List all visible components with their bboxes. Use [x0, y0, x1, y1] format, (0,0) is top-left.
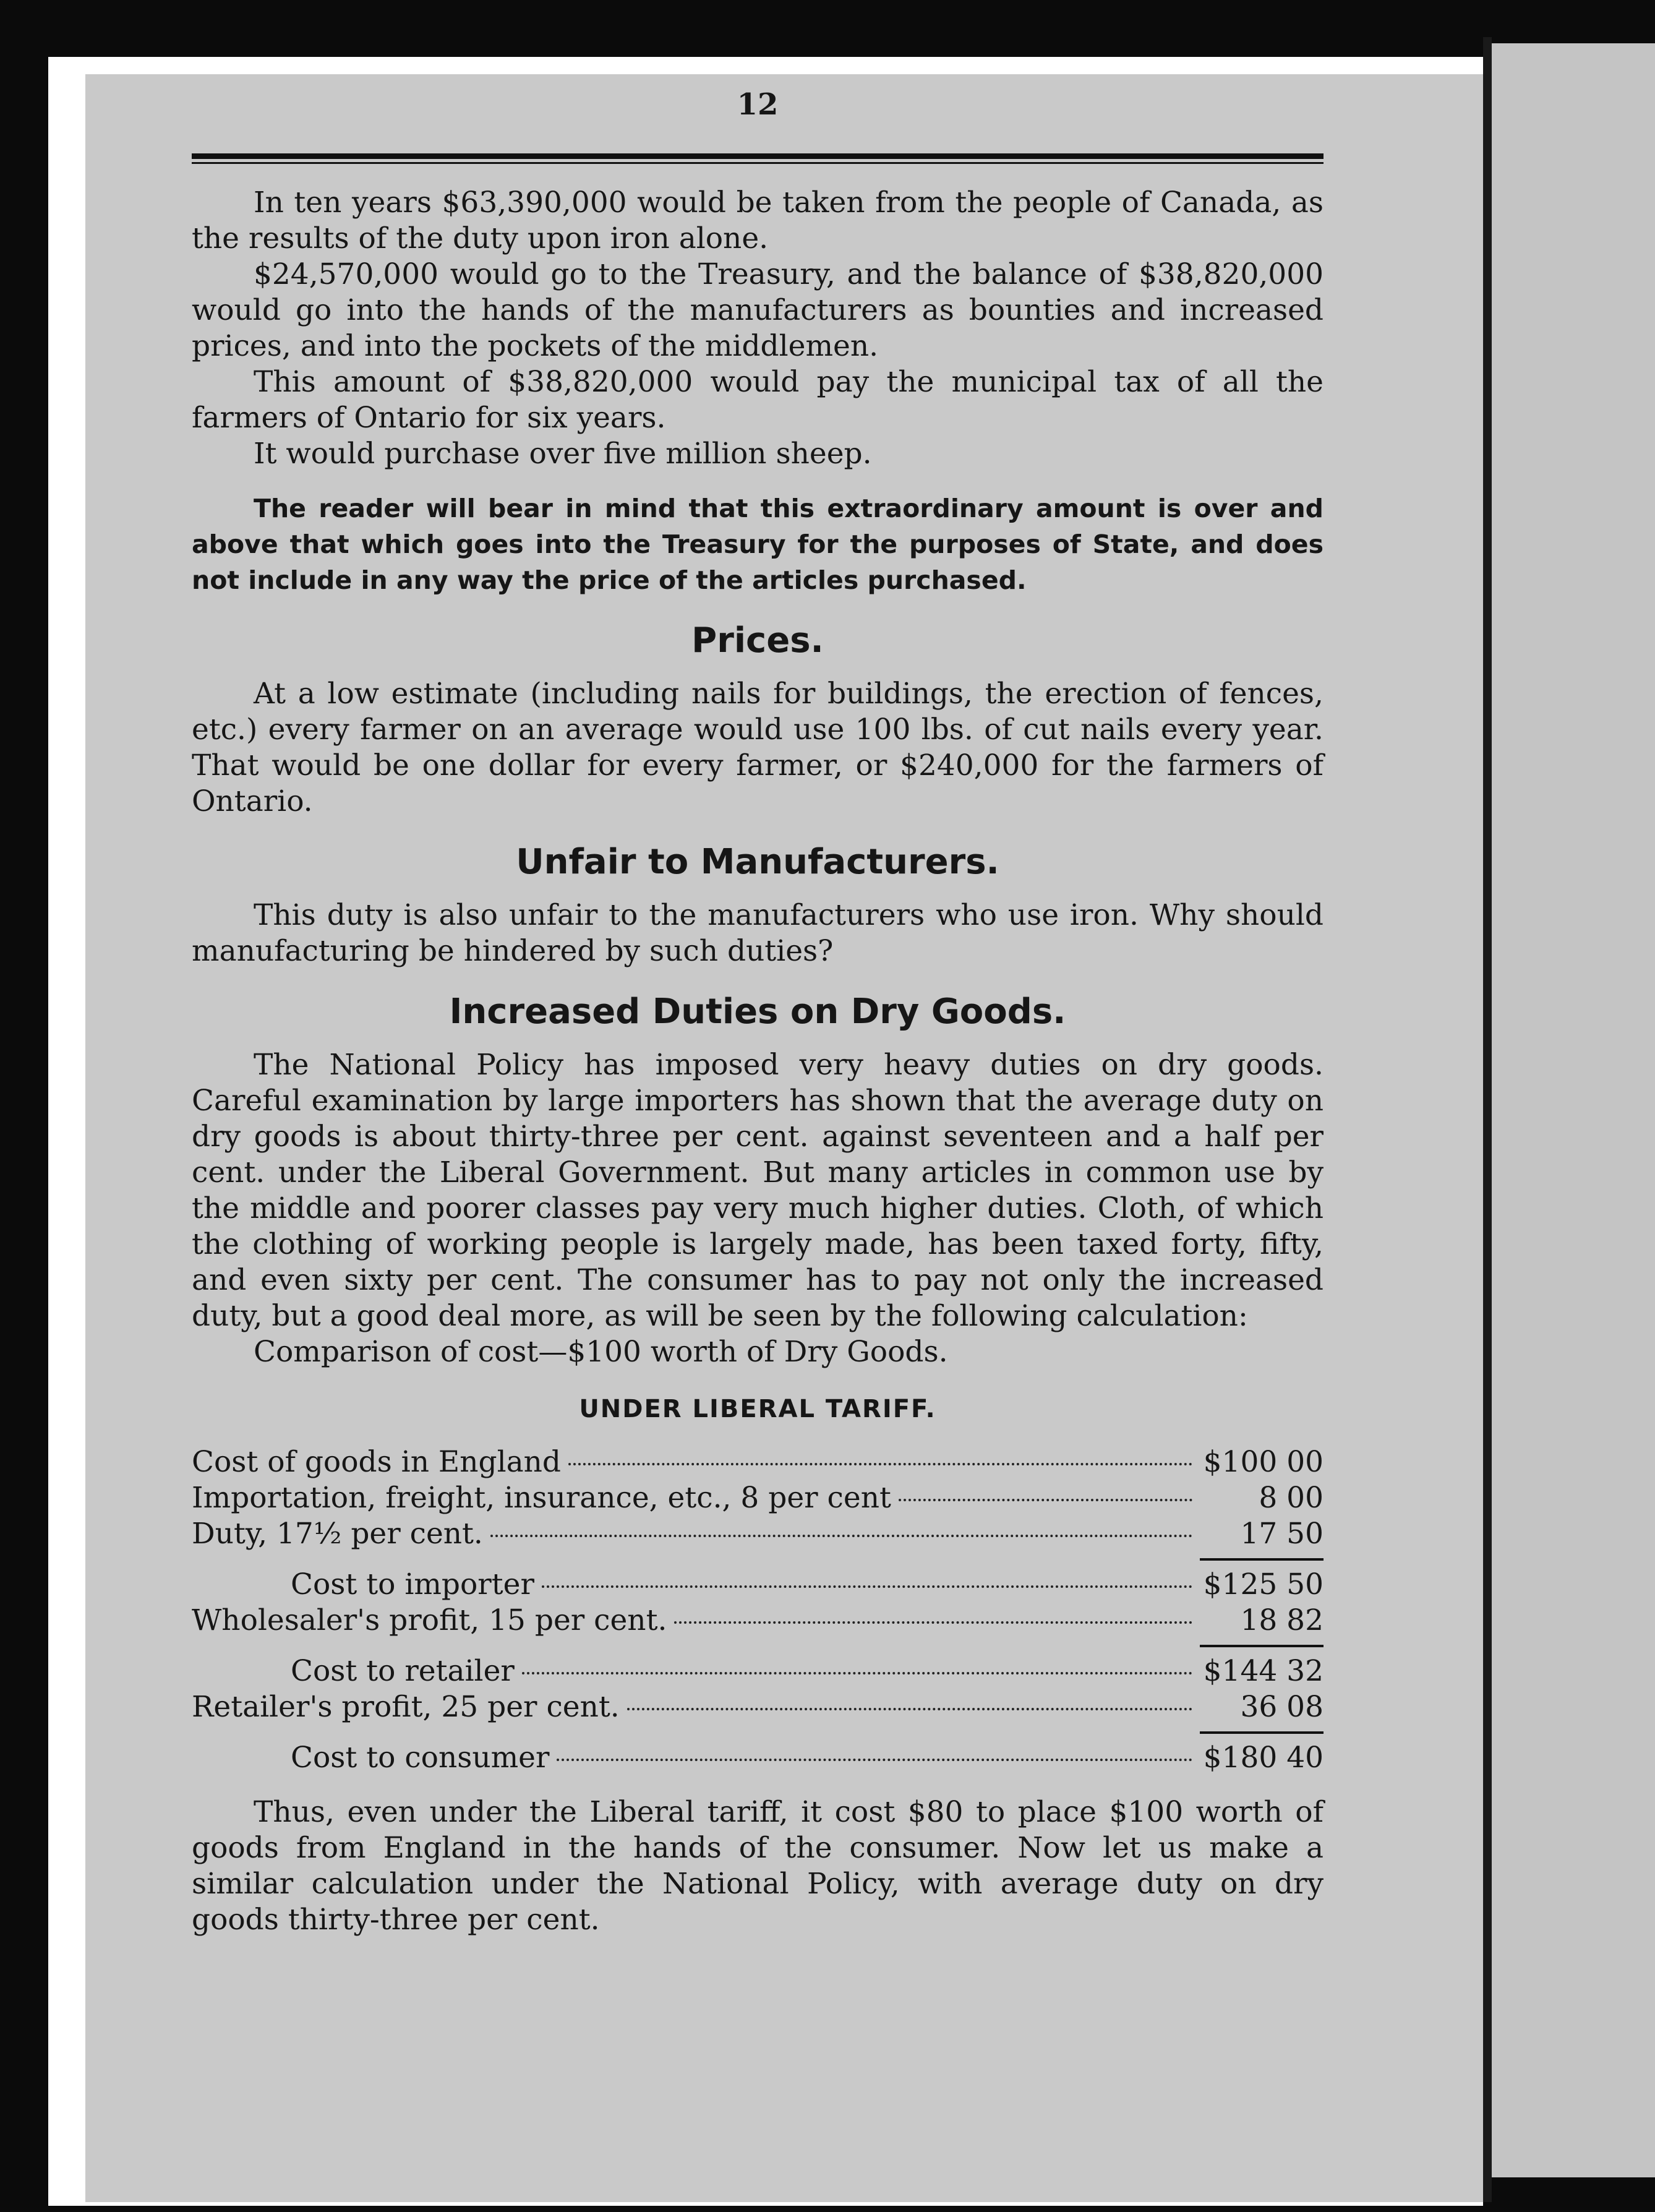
calc-label: Cost to consumer	[291, 1741, 550, 1775]
heading-dry-goods: Increased Duties on Dry Goods.	[449, 992, 1066, 1032]
comparison-line: Comparison of cost—$100 worth of Dry Goods.	[254, 1335, 948, 1369]
header-rule-thin	[192, 162, 1324, 164]
paragraph-municipal-tax: This amount of $38,820,000 would pay the municipal tax of all the farmers of Ontario for six years.	[192, 365, 1324, 435]
calc-label: Retailer's profit, 25 per cent.	[192, 1690, 620, 1724]
calc-amount: $144 32	[1203, 1654, 1324, 1688]
dot-leader	[568, 1463, 1192, 1465]
heading-unfair: Unfair to Manufacturers.	[516, 842, 999, 882]
calc-row-cost-importer	[192, 1567, 1324, 1603]
calc-label: Cost of goods in England	[192, 1445, 561, 1479]
total-rule-line	[1200, 1731, 1324, 1734]
paragraph-treasury-balance: $24,570,000 would go to the Treasury, and the balance of $38,820,000 would go into the hands of the manufacturers as bounties and increased prices, and into the pockets of the middlemen.	[192, 257, 1324, 363]
subtotal-rule-line	[1200, 1645, 1324, 1647]
calc-row-wholesaler	[192, 1603, 1324, 1639]
calc-amount: $180 40	[1203, 1741, 1324, 1775]
notice-paragraph: The reader will bear in mind that this extraordinary amount is over and above that which goes into the Treasury for the purposes of State, and does not include in any way the price of the articles purchased.	[192, 494, 1324, 595]
adjacent-page-edge	[1492, 43, 1655, 2177]
paragraph-sheep: It would purchase over five million sheep.	[254, 437, 872, 471]
paragraph-iron-total: In ten years $63,390,000 would be taken from the people of Canada, as the results of the duty upon iron alone.	[192, 186, 1324, 255]
page-content	[192, 87, 1324, 1938]
calc-amount: $100 00	[1203, 1445, 1324, 1479]
calc-amount: $125 50	[1203, 1567, 1324, 1601]
calc-label: Duty, 17½ per cent.	[192, 1517, 483, 1551]
calc-label: Importation, freight, insurance, etc., 8 per cent	[192, 1481, 891, 1515]
dot-leader	[542, 1585, 1192, 1588]
heading-prices: Prices.	[691, 620, 824, 661]
paragraph-unfair: This duty is also unfair to the manufacturers who use iron. Why should manufacturing be hindered by such duties?	[192, 898, 1324, 968]
paragraph-prices: At a low estimate (including nails for buildings, the erection of fences, etc.) every farmer on an average would use 100 lbs. of cut nails every year. That would be one dollar for every farmer, or $240,000 for the farmers of Ontario.	[192, 677, 1324, 818]
page-number: 12	[737, 87, 779, 122]
calc-row-cost-england	[192, 1444, 1324, 1480]
subtotal-rule	[192, 1645, 1324, 1647]
header-rule	[192, 153, 1324, 164]
dot-leader	[627, 1708, 1192, 1710]
calc-label: Cost to importer	[291, 1567, 534, 1601]
dot-leader	[490, 1535, 1192, 1537]
calc-row-cost-consumer	[192, 1740, 1324, 1776]
calc-amount: 18 82	[1240, 1603, 1324, 1637]
calc-row-cost-retailer	[192, 1653, 1324, 1689]
subtotal-rule-line	[1200, 1558, 1324, 1561]
subtotal-rule	[192, 1558, 1324, 1561]
calc-row-importation	[192, 1480, 1324, 1516]
tariff-heading: UNDER LIBERAL TARIFF.	[579, 1395, 936, 1423]
total-rule	[192, 1731, 1324, 1734]
calc-amount: 36 08	[1240, 1690, 1324, 1724]
closing-paragraph: Thus, even under the Liberal tariff, it cost $80 to place $100 worth of goods from England in the hands of the consumer. Now let us make a similar calculation under the National Policy, with average duty on dry goods thirty-three per cent.	[192, 1795, 1324, 1937]
calc-amount: 17 50	[1240, 1517, 1324, 1551]
dot-leader	[899, 1499, 1192, 1501]
calc-amount: 8 00	[1259, 1481, 1324, 1515]
dot-leader	[522, 1672, 1192, 1674]
calc-label: Wholesaler's profit, 15 per cent.	[192, 1603, 667, 1637]
dot-leader	[674, 1621, 1192, 1624]
header-rule-thick	[192, 153, 1324, 159]
calc-row-duty	[192, 1516, 1324, 1552]
dot-leader	[557, 1759, 1192, 1761]
calc-row-retailer-profit	[192, 1689, 1324, 1725]
paragraph-dry-goods: The National Policy has imposed very heavy duties on dry goods. Careful examination by large importers has shown that the average duty on dry goods is about thirty-three per cent. against seventeen and a half per cent. under the Liberal Government. But many articles in common use by the middle and poorer classes pay very much higher duties. Cloth, of which the clothing of working people is largely made, has been taxed forty, fifty, and even sixty per cent. The consumer has to pay not only the increased duty, but a good deal more, as will be seen by the following calculation:	[192, 1048, 1324, 1333]
binding-gutter	[1483, 37, 1492, 2202]
tariff-calculation	[192, 1444, 1324, 1776]
calc-label: Cost to retailer	[291, 1654, 515, 1688]
